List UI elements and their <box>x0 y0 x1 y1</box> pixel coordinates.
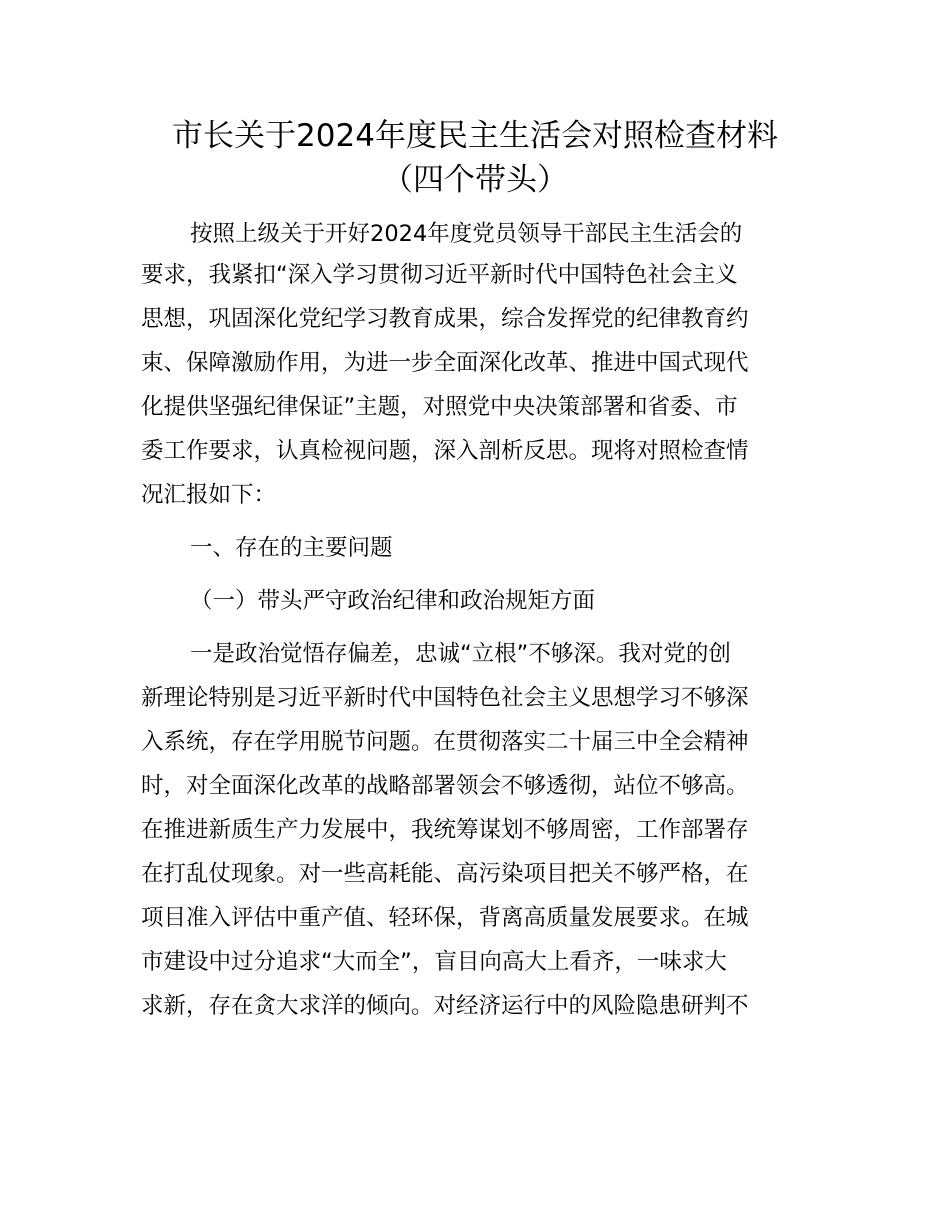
section-heading: 一、存在的主要问题 <box>190 535 393 561</box>
body-line: 在推进新质生产力发展中，我统筹谋划不够周密，工作部署存 <box>141 817 749 843</box>
body-line: 在打乱仗现象。对一些高耗能、高污染项目把关不够严格，在 <box>141 861 749 887</box>
intro-line: 化提供坚强纪律保证”主题，对照党中央决策部署和省委、市 <box>141 394 738 420</box>
document-title: 市长关于2024年度民主生活会对照检查材料 <box>172 118 778 154</box>
body-line: 市建设中过分追求“大而全”，盲目向高大上看齐，一味求大 <box>141 949 727 975</box>
subsection-heading: （一）带头严守政治纪律和政治规矩方面 <box>190 588 596 614</box>
body-line: 一是政治觉悟存偏差，忠诚“立根”不够深。我对党的创 <box>190 641 731 667</box>
intro-line: 况汇报如下： <box>141 482 277 508</box>
intro-line: 按照上级关于开好2024年度党员领导干部民主生活会的 <box>190 221 743 247</box>
body-line: 项目准入评估中重产值、轻环保，背离高质量发展要求。在城 <box>141 905 749 931</box>
body-line: 新理论特别是习近平新时代中国特色社会主义思想学习不够深 <box>141 685 749 711</box>
intro-line: 要求，我紧扣“深入学习贯彻习近平新时代中国特色社会主义 <box>141 262 738 288</box>
intro-line: 委工作要求，认真检视问题，深入剖析反思。现将对照检查情 <box>141 438 749 464</box>
intro-line: 束、保障激励作用，为进一步全面深化改革、推进中国式现代 <box>141 350 749 376</box>
body-line: 时，对全面深化改革的战略部署领会不够透彻，站位不够高。 <box>141 773 749 799</box>
intro-line: 思想，巩固深化党纪学习教育成果，综合发挥党的纪律教育约 <box>141 306 749 332</box>
body-line: 求新，存在贪大求洋的倾向。对经济运行中的风险隐患研判不 <box>141 993 749 1019</box>
body-line: 入系统，存在学用脱节问题。在贯彻落实二十届三中全会精神 <box>141 729 749 755</box>
document-subtitle: （四个带头） <box>382 162 568 198</box>
